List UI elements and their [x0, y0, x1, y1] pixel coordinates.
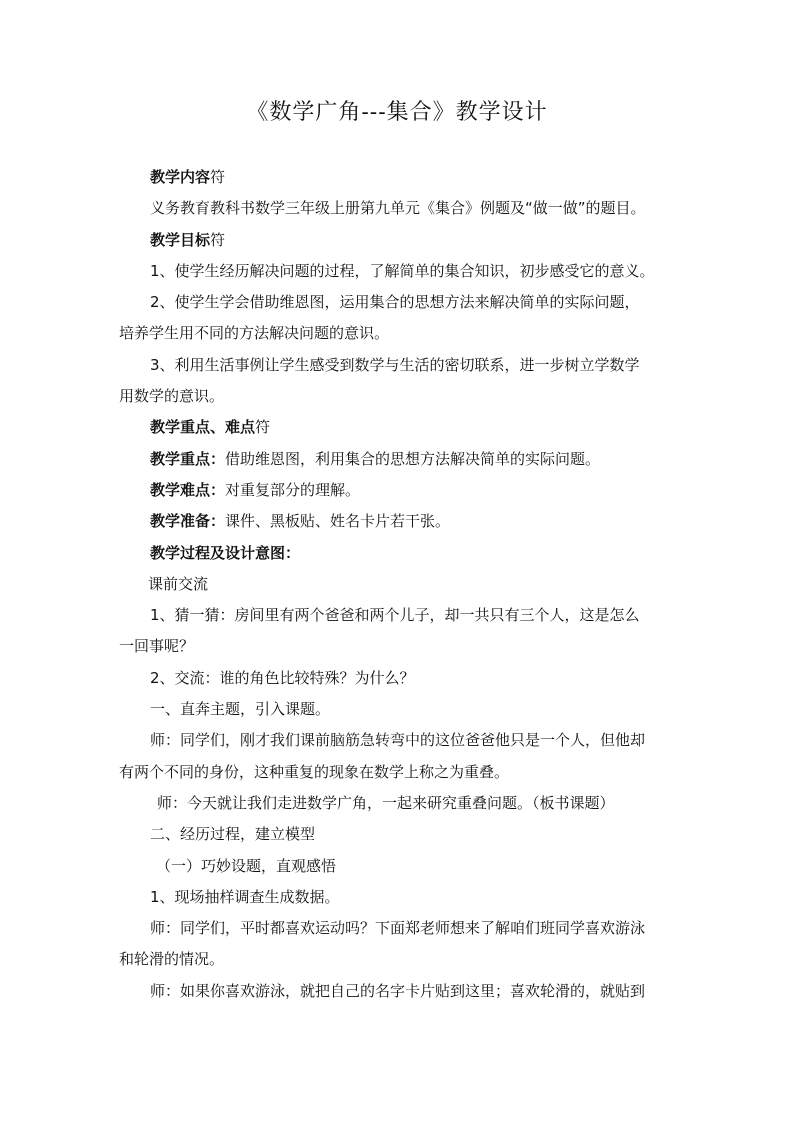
preparation-line: 教学准备：课件、黑板贴、姓名卡片若干张。	[150, 512, 451, 531]
document-body	[119, 162, 675, 1007]
paragraph-continuation: 有两个不同的身份，这种重复的现象在数学上称之为重叠。	[119, 762, 510, 781]
paragraph: 师：如果你喜欢游泳，就把自己的名字卡片贴到这里；喜欢轮滑的，就贴到	[150, 981, 646, 1000]
key-point-line: 教学重点：借助维恩图，利用集合的思想方法解决简单的实际问题。	[150, 449, 601, 468]
paragraph-continuation: 和轮滑的情况。	[119, 950, 225, 969]
paragraph-continuation: 一回事呢？	[119, 637, 195, 656]
section-heading-process: 教学过程及设计意图：	[150, 543, 301, 562]
section-heading-content: 教学内容符	[150, 168, 226, 186]
subheading: 一、直奔主题，引入课题。	[150, 700, 331, 719]
paragraph: 师：同学们，刚才我们课前脑筋急转弯中的这位爸爸他只是一个人，但他却	[150, 731, 646, 750]
paragraph-continuation: 用数学的意识。	[119, 387, 225, 406]
section-heading-key-points: 教学重点、难点符	[150, 418, 271, 437]
difficulty-line: 教学难点：对重复部分的理解。	[150, 480, 361, 499]
paragraph-continuation: 培养学生用不同的方法解决问题的意识。	[119, 324, 390, 343]
subheading: （一）巧妙设题，直观感悟	[156, 856, 337, 875]
section-heading-objectives: 教学目标符	[150, 230, 226, 249]
paragraph: 师：今天就让我们走进数学广角，一起来研究重叠问题。（板书课题）	[157, 793, 615, 812]
paragraph: 义务教育教科书数学三年级上册第九单元《集合》例题及“做一做”的题目。	[150, 199, 646, 218]
paragraph: 1、使学生经历解决问题的过程，了解简单的集合知识，初步感受它的意义。	[150, 261, 655, 280]
subheading: 课前交流	[148, 574, 209, 593]
paragraph: 师：同学们，平时都喜欢运动吗？下面郑老师想来了解咱们班同学喜欢游泳	[150, 919, 646, 938]
paragraph: 1、现场抽样调查生成数据。	[150, 887, 340, 906]
paragraph: 2、使学生学会借助维恩图，运用集合的思想方法来解决简单的实际问题，	[150, 293, 640, 312]
paragraph: 1、猜一猜：房间里有两个爸爸和两个儿子，却一共只有三个人，这是怎么	[150, 606, 640, 625]
document-title: 《数学广角---集合》教学设计	[246, 100, 548, 125]
paragraph: 3、利用生活事例让学生感受到数学与生活的密切联系，进一步树立学数学	[150, 355, 640, 374]
paragraph: 2、交流：谁的角色比较特殊？为什么？	[150, 668, 415, 687]
subheading: 二、经历过程，建立模型	[150, 825, 316, 844]
